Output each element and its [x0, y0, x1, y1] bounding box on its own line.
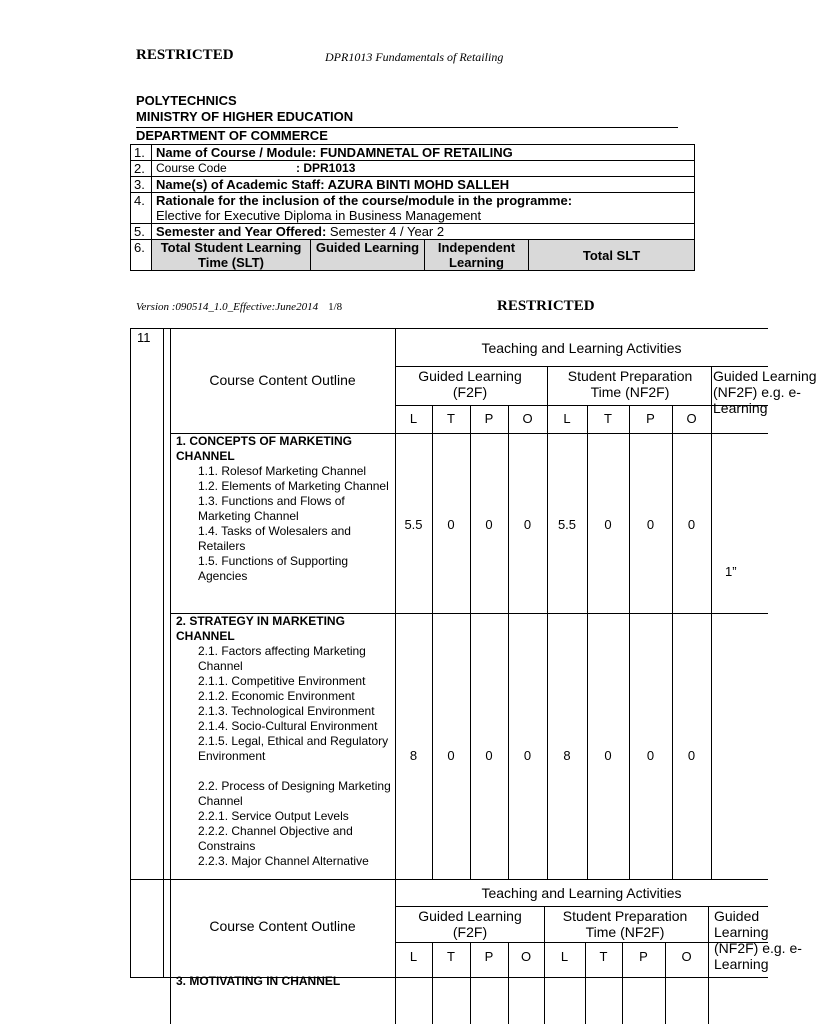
info-row	[131, 177, 695, 193]
teaching-activities-heading: Teaching and Learning Activities	[481, 340, 682, 356]
classification-header: RESTRICTED	[136, 47, 234, 63]
student-prep-heading: Student Preparation Time (NF2F)	[562, 908, 688, 940]
institution-line-1: POLYTECHNICS	[136, 93, 237, 108]
topic-title: 3. MOTIVATING IN CHANNEL	[176, 974, 341, 988]
guided-f2f-heading: Guided Learning (F2F)	[418, 368, 522, 400]
col-label: L	[409, 949, 418, 964]
institution-line-2: MINISTRY OF HIGHER EDUCATION	[136, 109, 354, 124]
value-cell: 0	[604, 517, 612, 532]
topic-item: 1.4. Tasks of Wolesalers and Retailers	[198, 524, 351, 553]
slt-guided-heading: Guided Learning	[311, 240, 425, 271]
topic-item: 2.1.3. Technological Environment	[198, 704, 375, 718]
semester-value: Semester 4 / Year 2	[329, 224, 445, 239]
topic-item: 1.1. Rolesof Marketing Channel	[198, 464, 367, 478]
version-text: Version :090514_1.0_Effective:June2014	[136, 301, 319, 313]
topic-item: 2.2. Process of Designing Marketing Channel	[198, 779, 391, 808]
topic-title: 2. STRATEGY IN MARKETING CHANNEL	[176, 614, 345, 643]
info-row	[131, 193, 695, 224]
topic-1	[176, 434, 392, 584]
topic-item: 2.2.3. Major Channel Alternative	[198, 854, 369, 868]
col-label: P	[646, 411, 655, 426]
col-label: T	[599, 949, 608, 964]
topic-item: 1.3. Functions and Flows of Marketing Channel	[198, 494, 345, 523]
value-cell: 0	[646, 517, 655, 532]
rationale-value: Elective for Executive Diploma in Business Management	[156, 208, 482, 223]
slt-independent-heading: Independent Learning	[425, 240, 529, 271]
value-cell-extra: 1”	[725, 564, 737, 579]
student-prep-heading: Student Preparation Time (NF2F)	[567, 368, 693, 400]
value-cell: 0	[447, 517, 455, 532]
topic-item: 2.1.1. Competitive Environment	[198, 674, 366, 688]
academic-staff: Name(s) of Academic Staff: AZURA BINTI MOHD SALLEH	[152, 177, 695, 193]
row-number: 11	[137, 330, 151, 345]
topic-item: 1.2. Elements of Marketing Channel	[198, 479, 389, 493]
value-cell: 5.5	[557, 517, 577, 532]
value-cell: 8	[409, 748, 418, 763]
course-content-heading: Course Content Outline	[209, 918, 356, 934]
course-code-value: : DPR1013	[296, 161, 356, 175]
row-number: 5.	[131, 224, 152, 240]
col-label: T	[447, 411, 455, 426]
slt-total-student-heading: Total Student Learning Time (SLT)	[152, 240, 311, 271]
row-number: 2.	[131, 161, 152, 177]
value-cell: 0	[485, 748, 493, 763]
value-cell: 0	[523, 748, 532, 763]
col-label: P	[484, 949, 494, 964]
topic-item: 1.5. Functions of Supporting Agencies	[198, 554, 349, 583]
topic-item: 2.1.5. Legal, Ethical and Regulatory Environment	[198, 734, 389, 763]
value-cell: 0	[687, 748, 696, 763]
topic-item: 2.1. Factors affecting Marketing Channel	[198, 644, 366, 673]
col-label: O	[681, 949, 692, 964]
topic-item: 2.2.2. Channel Objective and Constrains	[198, 824, 353, 853]
info-row	[131, 240, 695, 271]
topic-item: 2.2.1. Service Output Levels	[198, 809, 349, 823]
page-number: 1/8	[328, 301, 343, 313]
col-label: P	[639, 949, 648, 964]
col-label: O	[520, 949, 532, 964]
semester-label: Semester and Year Offered:	[156, 224, 327, 239]
value-cell: 8	[563, 748, 571, 763]
col-label: L	[560, 949, 569, 964]
topic-3	[176, 974, 392, 989]
value-cell: 0	[523, 517, 532, 532]
slt-total-heading: Total SLT	[529, 240, 695, 271]
institution-line-3: DEPARTMENT OF COMMERCE	[136, 128, 328, 143]
col-label: O	[686, 411, 697, 426]
course-content-heading: Course Content Outline	[209, 372, 356, 388]
topic-item: 2.1.4. Socio-Cultural Environment	[198, 719, 378, 733]
value-cell: 0	[687, 517, 696, 532]
course-code-label: Course Code	[156, 161, 227, 175]
value-cell: 0	[604, 748, 612, 763]
teaching-activities-heading: Teaching and Learning Activities	[481, 885, 682, 901]
col-label: L	[563, 411, 571, 426]
col-label: P	[484, 411, 494, 426]
topic-2	[176, 614, 392, 869]
topic-spacer	[176, 764, 392, 779]
rationale-label: Rationale for the inclusion of the course/module in the programme:	[156, 193, 573, 208]
col-label: T	[447, 949, 455, 964]
guided-nf2f-heading: Guided Learning (NF2F) e.g. e-Learning	[714, 908, 802, 972]
value-cell: 5.5	[404, 517, 423, 532]
topic-item: 2.1.2. Economic Environment	[198, 689, 355, 703]
course-name: Name of Course / Module: FUNDAMNETAL OF RETAILING	[152, 145, 695, 161]
value-cell: 0	[485, 517, 493, 532]
topic-title: 1. CONCEPTS OF MARKETING CHANNEL	[176, 434, 353, 463]
row-number: 1.	[131, 145, 152, 161]
row-number: 6.	[131, 240, 152, 271]
info-row	[131, 161, 695, 177]
row-number: 3.	[131, 177, 152, 193]
guided-nf2f-heading: Guided Learning (NF2F) e.g. e-Learning	[713, 368, 817, 416]
value-cell: 0	[447, 748, 455, 763]
col-label: L	[409, 411, 418, 426]
value-cell: 0	[646, 748, 655, 763]
col-label: T	[604, 411, 612, 426]
guided-f2f-heading: Guided Learning (F2F)	[418, 908, 522, 940]
info-row	[131, 224, 695, 240]
course-header-title: DPR1013 Fundamentals of Retailing	[325, 50, 504, 64]
info-row	[131, 145, 695, 161]
classification-footer: RESTRICTED	[497, 298, 595, 314]
row-number: 4.	[131, 193, 152, 224]
course-info-table	[130, 144, 695, 271]
col-label: O	[522, 411, 533, 426]
